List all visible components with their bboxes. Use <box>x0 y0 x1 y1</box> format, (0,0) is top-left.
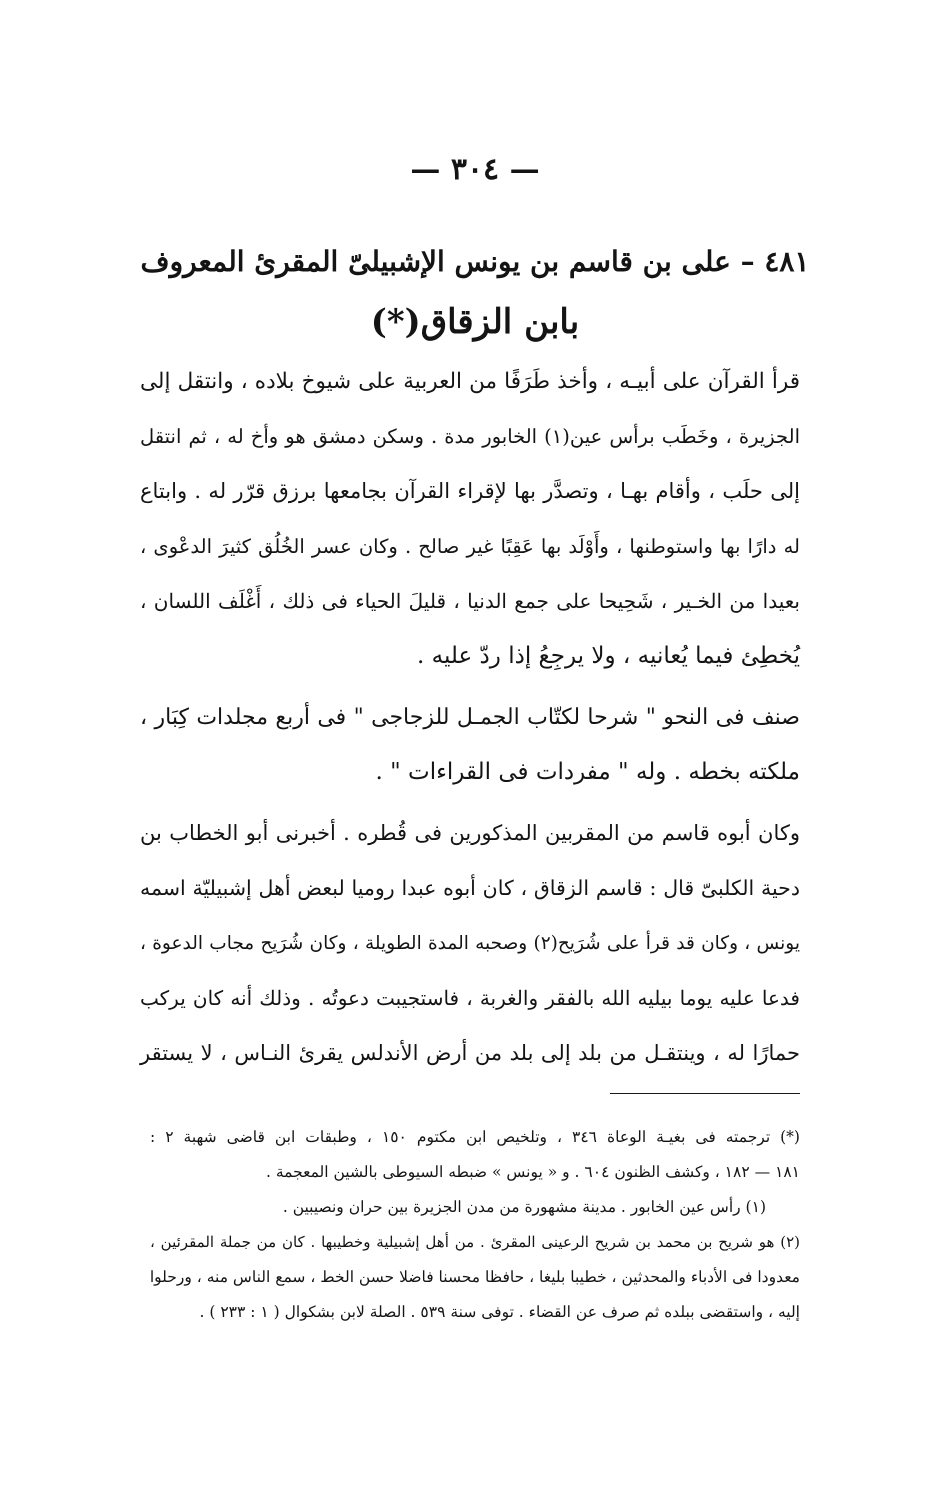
footnote-line: ١٨١ — ١٨٢ ، وكشف الظنون ٦٠٤ . و « يونس » ضبطه السيوطى بالشين المعجمة . <box>265 1163 800 1181</box>
text-line: فدعا عليه يوما بيليه الله بالفقر والغربة ، فاستجيبت دعوتُه . وذلك أنه كان يركب <box>140 986 800 1010</box>
text-line: قرأ القرآن على أبيـه ، وأخذ طَرَفًا من العربية على شيوخ بلاده ، وانتقل إلى <box>140 369 800 394</box>
text-line: له دارًا بها واستوطنها ، وأَوْلَد بها عَقِبًا غير صالح . وكان عسر الخُلُق كثيرَ الدعْوى ، <box>140 535 800 558</box>
entry-heading <box>140 232 810 352</box>
text-line: حمارًا له ، وينتقـل من بلد إلى بلد من أرض الأندلس يقرئ النـاس ، لا يستقر <box>140 1041 800 1065</box>
footnote-line: إليه ، واستقضى ببلده ثم صرف عن القضاء . توفى سنة ٥٣٩ . الصلة لابن بشكوال ( ١ : ٢٣٣ ) . <box>199 1303 800 1321</box>
paragraph-works <box>140 690 800 800</box>
footnote-line: (٢) هو شريح بن محمد بن شريح الرعينى المقرئ . من أهل إشبيلية وخطيبها . كان من جملة المقرئين ، <box>150 1233 800 1251</box>
paragraph-father <box>140 806 800 1081</box>
footnote-line: معدودا فى الأدباء والمحدثين ، خطيبا بليغا ، حافظا محسنا فاضلا حسن الخط ، سمع الناس منه ، ورحلوا <box>149 1268 800 1286</box>
text-line: بعيدا من الخـير ، شَحِيحا على جمع الدنيا ، قليلَ الحياء فى ذلك ، أَغْلَف اللسان ، <box>140 589 800 613</box>
footnote-line: (١) رأس عين الخابور . مدينة مشهورة من مدن الجزيرة بين حران ونصيبين . <box>282 1198 766 1216</box>
footnotes <box>150 1120 800 1330</box>
text-line: صنف فى النحو " شرحا لكتّاب الجمـل للزجاجى " فى أربع مجلدات كِبَار ، <box>140 705 800 730</box>
footnote-separator <box>610 1093 800 1094</box>
text-line: دحية الكلبىّ قال : قاسم الزقاق ، كان أبوه عبدا روميا لبعض أهل إشبيليّة اسمه <box>140 876 800 900</box>
footnote-line: (*) ترجمته فى بغيـة الوعاة ٣٤٦ ، وتلخيص ابن مكتوم ١٥٠ ، وطبقات ابن قاضى شهبة ٢ : <box>150 1128 800 1146</box>
text-line: يونس ، وكان قد قرأ على شُرَيح(٢) وصحبه المدة الطويلة ، وكان شُرَيح مجاب الدعوة ، <box>140 933 800 954</box>
text-line: الجزيرة ، وخَطَب برأس عين(١) الخابور مدة . وسكن دمشق هو وأخ له ، ثم انتقل <box>140 425 800 448</box>
text-line: يُخطِئ فيما يُعانيه ، ولا يرجِعُ إذا ردّ عليه . <box>417 643 800 669</box>
paragraph-biography <box>140 354 800 684</box>
text-line: إلى حلَب ، وأقام بهـا ، وتصدَّر بها لإقراء القرآن بجامعها برزق قرّر له . وابتاع <box>140 479 800 503</box>
heading-line: بابن الزقاق(*) <box>370 302 580 342</box>
heading-line: ٤٨١ – على بن قاسم بن يونس الإشبيلىّ المقرئ المعروف <box>140 245 810 278</box>
page-number: — ٣٠٤ — <box>410 152 540 187</box>
text-line: ملكته بخطه . وله " مفردات فى القراءات " . <box>375 759 800 785</box>
text-line: وكان أبوه قاسم من المقربين المذكورين فى قُطره . أخبرنى أبو الخطاب بن <box>140 821 800 845</box>
